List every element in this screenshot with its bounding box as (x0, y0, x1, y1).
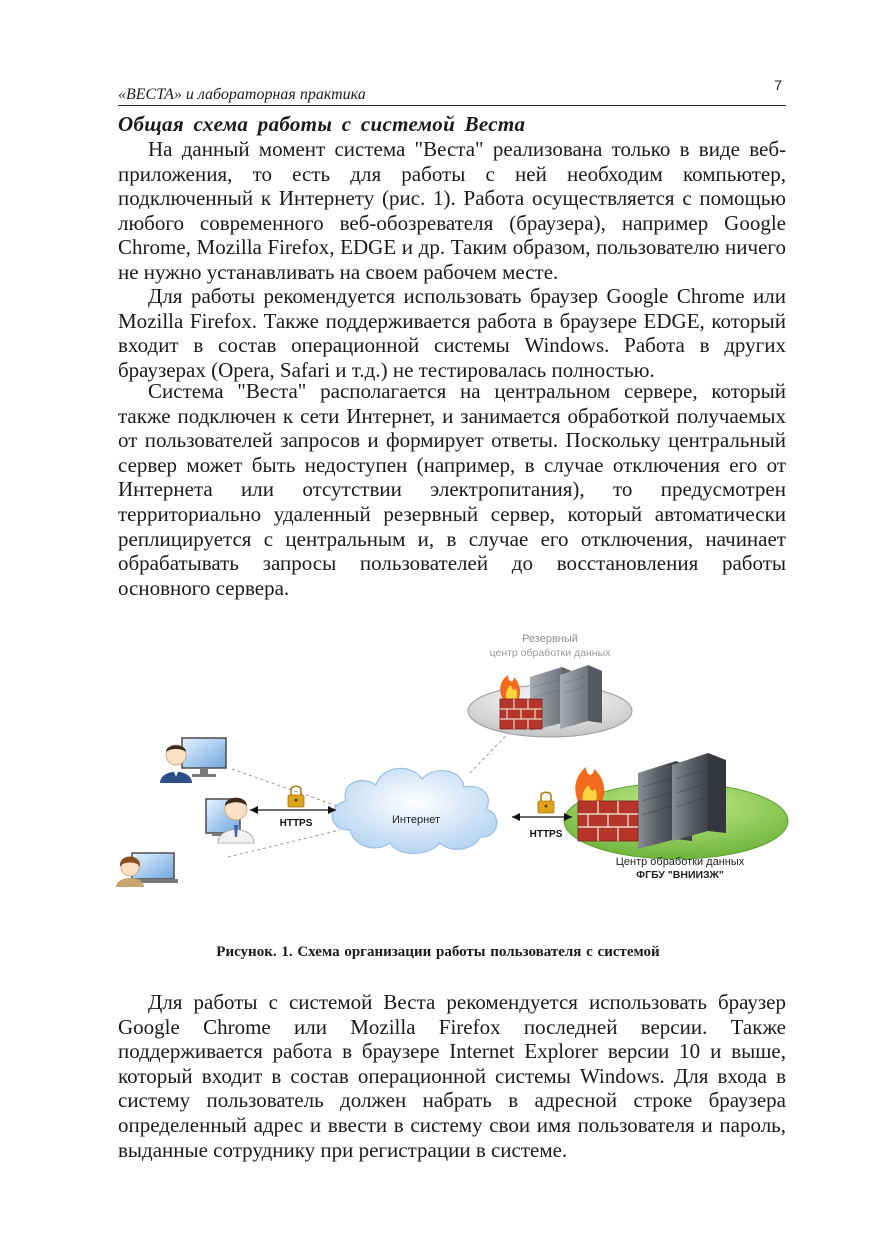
paragraph-2: Для работы рекомендуется использовать браузер Google Chrome или Mozilla Firefox. Также поддерживается работа в браузере EDGE, который входит в состав операционной системы Windows. Работа в других браузерах (Opera, Safari и т.д.) не тестировалась полностью. (118, 284, 786, 382)
user-workstation-1 (160, 738, 226, 783)
page-number: 7 (774, 77, 782, 93)
backup-title-line1: Резервный (522, 633, 578, 645)
lock-icon-right (538, 792, 554, 813)
https-arrow-right (512, 813, 572, 821)
paragraph-1: На данный момент система "Веста" реализована только в виде веб-приложения, то есть для работы с ней необходим компьютер, подключенный к Интернету (рис. 1). Работа осуществляется с помощью любого современного веб-обозревателя (браузера), например Google Chrome, Mozilla Firefox, EDGE и др. Таким образом, пользователю ничего не нужно устанавливать на своем рабочем месте. (118, 137, 786, 284)
main-center-line2: ФГБУ "ВНИИЗЖ" (636, 869, 724, 881)
link-user1-internet (232, 769, 340, 807)
lock-icon-left (288, 786, 304, 807)
section-heading: Общая схема работы с системой Веста (118, 112, 526, 136)
main-center-line1: Центр обработки данных (615, 856, 745, 868)
main-firewall-icon (575, 767, 638, 841)
paragraph-4: Для работы с системой Веста рекомендуется использовать браузер Google Chrome или Mozilla Firefox последней версии. Также поддерживается работа в браузере Internet Explorer версии 10 и выше, который входит в состав операционной системы Windows. Для входа в систему пользователь должен набрать в адресной строке браузера определенный адрес и ввести в систему свои имя пользователя и пароль, выданные сотруднику при регистрации в системе. (118, 990, 786, 1162)
https-right-label: HTTPS (529, 829, 563, 840)
https-left-label: HTTPS (279, 818, 313, 829)
internet-label: Интернет (392, 814, 440, 826)
backup-title-line2: центр обработки данных (489, 647, 611, 659)
user-workstation-2 (206, 798, 254, 843)
internet-cloud (332, 768, 497, 853)
running-title: «ВЕСТА» и лабораторная практика (118, 86, 366, 103)
running-header (118, 77, 786, 106)
network-diagram (100, 625, 790, 895)
backup-datacenter (468, 665, 632, 737)
user-workstation-3 (116, 853, 178, 887)
paragraph-3: Система "Веста" располагается на центральном сервере, который также подключен к сети Интернет, и занимается обработкой получаемых от пользователей запросов и формирует ответы. Поскольку центральный сервер может быть недоступен (например, в случае отключения его от Интернета или отсутствии электропитания), то предусмотрен территориально удаленный резервный сервер, который автоматически реплицируется с центральным и, в случае его отключения, начинает обрабатывать запросы пользователей до восстановления работы основного сервера. (118, 379, 786, 600)
figure-caption: Рисунок. 1. Схема организации работы пользователя с системой (216, 944, 660, 960)
